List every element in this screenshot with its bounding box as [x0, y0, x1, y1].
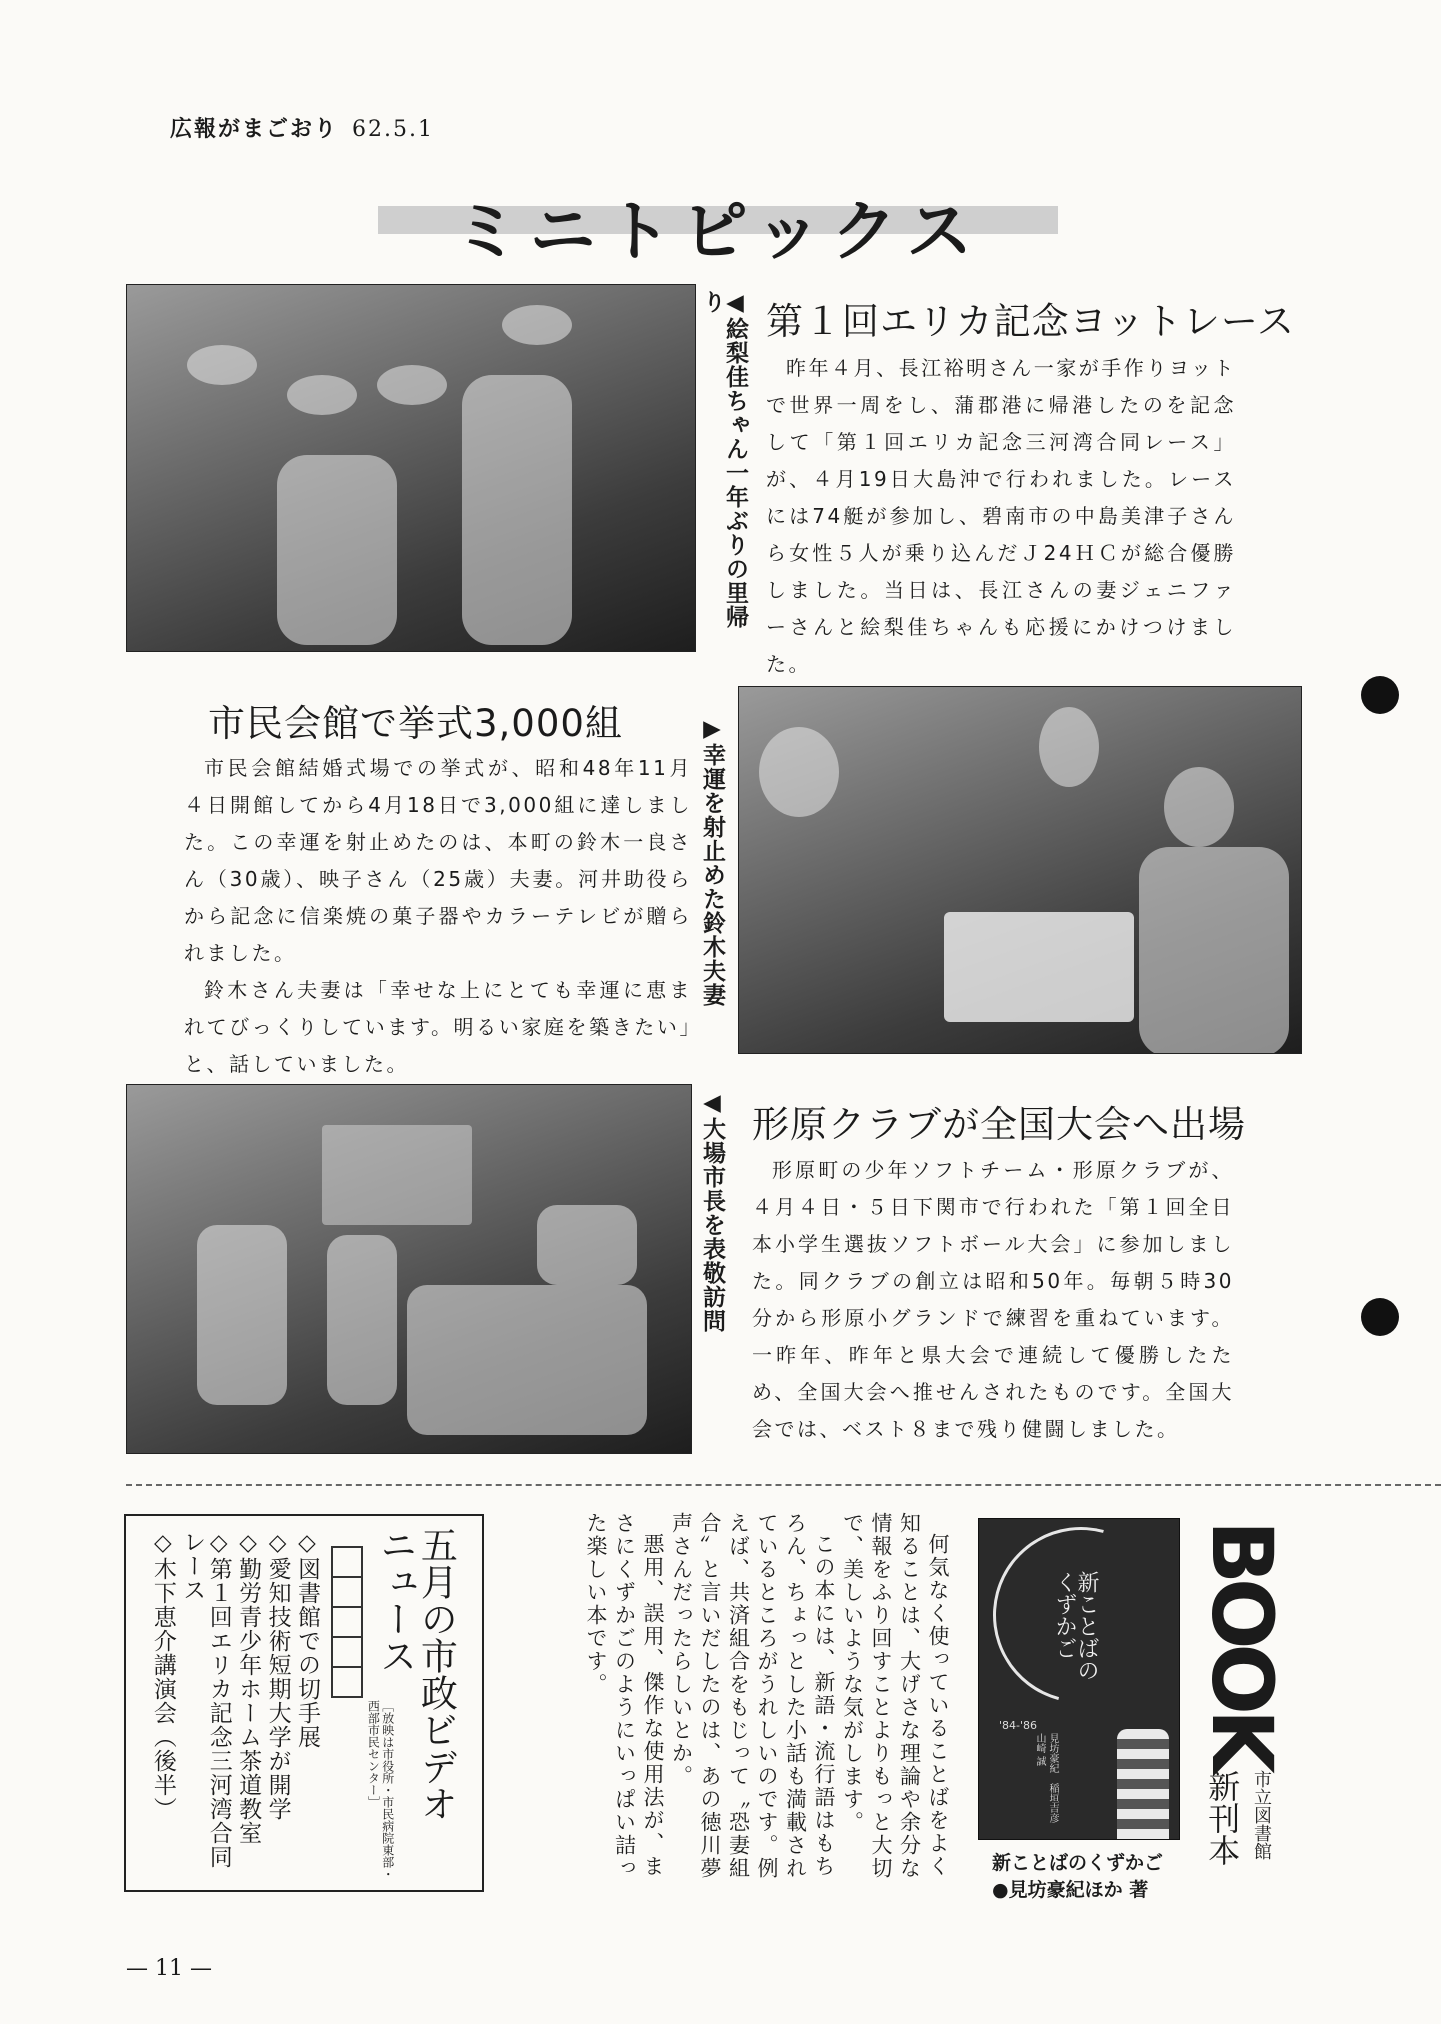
story1-body: [766, 350, 1236, 683]
book-caption-title: 新ことばのくずかご: [992, 1852, 1164, 1874]
story3-body: [752, 1152, 1234, 1448]
book-section-sublabel: 市立図書館: [1251, 1770, 1272, 1860]
story2-paragraph: 市民会館結婚式場での挙式が、昭和48年11月４日開館してから4月18日で3,000組に達しました。この幸運を射止めたのは、本町の鈴木一良さん（30歳）、映子さん（25歳）夫妻。河井助役らから記念に信楽焼の菓子器やカラーテレビが贈られました。: [184, 756, 692, 965]
checkbox: [331, 1666, 363, 1698]
checkbox: [331, 1606, 363, 1638]
story1-paragraph: 昨年４月、長江裕明さん一家が手作りヨットで世界一周をし、蒲郡港に帰港したのを記念して「第１回エリカ記念三河湾合同レース」が、４月19日大島沖で行われました。レースには74艇が参加し、碧南市の中島美津子さんら女性５人が乗り込んだＪ24ＨＣが総合優勝しました。当日は、長江さんの妻ジェニファーさんと絵梨佳ちゃんも応援にかけつけました。: [766, 356, 1236, 676]
section-divider: [126, 1484, 1441, 1486]
checkbox: [331, 1576, 363, 1608]
cover-years: '84-'86: [999, 1719, 1038, 1732]
publication-name: 広報がまごおり: [170, 117, 339, 142]
book-review-paragraph: 何気なく使っていることばをよく知ることは、大げさな理論や余分な情報をふり回すことよりもっと大切で、美しいような気がします。: [840, 1512, 950, 1880]
video-news-item: ◇木下恵介講演会（後半）: [149, 1530, 176, 1821]
cover-authors: 見坊豪紀 稲垣吉彦 山崎 誠: [1034, 1733, 1058, 1833]
checkbox: [331, 1546, 363, 1578]
book-section-label: 新刊本: [1203, 1770, 1242, 1866]
video-news-item: ◇第１回エリカ記念三河湾合同レース: [179, 1530, 232, 1869]
story2-body: [184, 750, 692, 1083]
book-review-paragraph: この本には、新語・流行語はもちろん、ちょっとした小話も満載されているところがうれしいのです。例えば、共済組合をもじって〝恐妻組合〟と言いだしたのは、あの徳川夢声さんだったらしいとか。: [669, 1512, 836, 1880]
masthead-title: ミニトピックス: [453, 193, 983, 270]
video-news-item: ◇図書館での切手展: [294, 1530, 320, 1749]
cover-title-text: 新ことばのくずかご: [1052, 1571, 1099, 1681]
story3-photo-caption: ◀大場市長を表敬訪問: [699, 1090, 725, 1333]
wedding-photo: [738, 686, 1302, 1054]
book-review-paragraph: 悪用、誤用、傑作な使用法が、まさにくずかごのようにいっぱい詰った楽しい本です。: [584, 1512, 665, 1880]
binder-hole: [1361, 676, 1399, 714]
book-cover-image: [978, 1518, 1180, 1840]
story1-photo-caption: ◀絵梨佳ちゃん一年ぶりの里帰り: [699, 290, 748, 629]
video-news-title: 五月の市政ビデオニュース: [373, 1526, 458, 1822]
book-section-word: BOOK: [1193, 1520, 1291, 1768]
book-caption: [992, 1850, 1163, 1904]
checkbox-column: [331, 1546, 361, 1696]
yacht-race-photo: [126, 284, 696, 652]
story2-photo-caption: ▶幸運を射止めた鈴木夫妻: [699, 716, 725, 1007]
binder-hole: [1361, 1298, 1399, 1336]
checkbox: [331, 1636, 363, 1668]
video-news-item: ◇勤労青少年ホーム茶道教室: [235, 1530, 262, 1845]
story2-title: 市民会館で挙式3,000組: [208, 702, 623, 745]
softball-team-photo: [126, 1084, 692, 1454]
video-news-list: [150, 1530, 320, 1880]
video-news-item: ◇愛知技術短期大学が開学: [264, 1530, 291, 1821]
story3-title: 形原クラブが全国大会へ出場: [752, 1103, 1246, 1146]
running-header: [170, 112, 434, 143]
story1-title: 第１回エリカ記念ヨットレース: [766, 300, 1296, 343]
story2-paragraph: 鈴木さん夫妻は「幸せな上にとても幸運に恵まれてびっくりしています。明るい家庭を築きたい」と、話していました。: [184, 978, 692, 1076]
page-number: — 11 —: [126, 1956, 212, 1981]
issue-date: 62.5.1: [352, 117, 434, 142]
video-news-note: ［放映は市役所・市民病院東部・西部市民センター］: [366, 1700, 395, 1880]
story3-paragraph: 形原町の少年ソフトチーム・形原クラブが、４月４日・５日下関市で行われた「第１回全日本小学生選抜ソフトボール大会」に参加しました。同クラブの創立は昭和50年。毎朝５時30分から形原小グランドで練習を重ねています。一昨年、昨年と県大会で連続して優勝したため、全国大会へ推せんされたものです。全国大会では、ベスト８まで残り健闘しました。: [752, 1158, 1234, 1441]
book-caption-author: ●見坊豪紀ほか 著: [992, 1879, 1149, 1901]
book-review-body: [486, 1512, 952, 1892]
striped-cake-illustration: [1117, 1729, 1169, 1839]
